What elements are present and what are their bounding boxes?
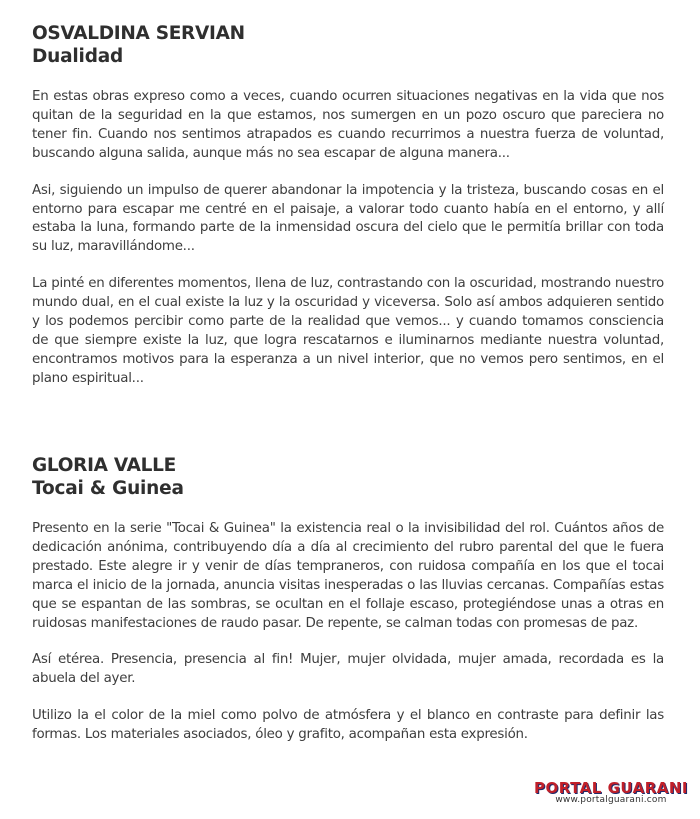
logo-name: PORTAL GUARANI <box>533 779 688 797</box>
work-title: Dualidad <box>32 46 124 67</box>
artist-section-valle <box>32 454 664 763</box>
paragraph: En estas obras expreso como a veces, cuando ocurren situaciones negativas en la vida que nos quitan de la seguridad en la que estamos, nos sumergen en un pozo oscuro que pareciera no tener fin. Cuando nos sentimos atrapados es cuando recurrimos a nuestra fuerza de voluntad, buscando alguna salida, aunque más no sea escapar de alguna manera... <box>32 89 664 161</box>
logo-url: www.portalguarani.com <box>555 795 667 805</box>
paragraph: La pinté en diferentes momentos, llena de luz, contrastando con la oscuridad, mostrando nuestro mundo dual, en el cual existe la luz y la oscuridad y viceversa. Solo así ambos adquieren sentido y los podemos percibir como parte de la realidad que vemos... y cuando tomamos consciencia de que siempre existe la luz, que logra rescatarnos e iluminarnos mediante nuestra voluntad, encontramos motivos para la esperanza a un nivel interior, que no vemos pero sentimos, en el plano espiritual... <box>32 276 664 386</box>
work-title: Tocai & Guinea <box>32 478 184 499</box>
artist-name: OSVALDINA SERVIAN <box>32 23 245 44</box>
paragraph: Así etérea. Presencia, presencia al fin! Mujer, mujer olvidada, mujer amada, recordada es la abuela del ayer. <box>32 652 664 687</box>
paragraph: Utilizo la el color de la miel como polvo de atmósfera y el blanco en contraste para definir las formas. Los materiales asociados, óleo y grafito, acompañan esta expresión. <box>32 708 664 743</box>
artist-name: GLORIA VALLE <box>32 455 176 476</box>
document-page <box>32 22 664 743</box>
artist-section-servian <box>32 22 664 389</box>
portal-guarani-logo[interactable] <box>534 779 688 805</box>
paragraph: Asi, siguiendo un impulso de querer abandonar la impotencia y la tristeza, buscando cosas en el entorno para escapar me centré en el paisaje, a valorar todo cuanto había en el entorno, y allí estaba la luna, formando parte de la inmensidad oscura del cielo que le permitía brillar con toda su luz, maravillándome... <box>32 182 664 255</box>
paragraph: Presento en la serie "Tocai & Guinea" la existencia real o la invisibilidad del rol. Cuántos años de dedicación anónima, contribuyendo día a día al crecimiento del rubro parental del que le fuera prestado. Este alegre ir y venir de días tempraneros, con ruidosa compañía en los que el tocai marca el inicio de la jornada, anuncia visitas inesperadas o las lluvias cercanas. Compañías estas que se espantan de las sombras, se ocultan en el follaje escaso, protegiéndose unas a otras en ruidosas manifestaciones de raudo pasar. De repente, se calman todas con promesas de paz. <box>32 521 664 631</box>
